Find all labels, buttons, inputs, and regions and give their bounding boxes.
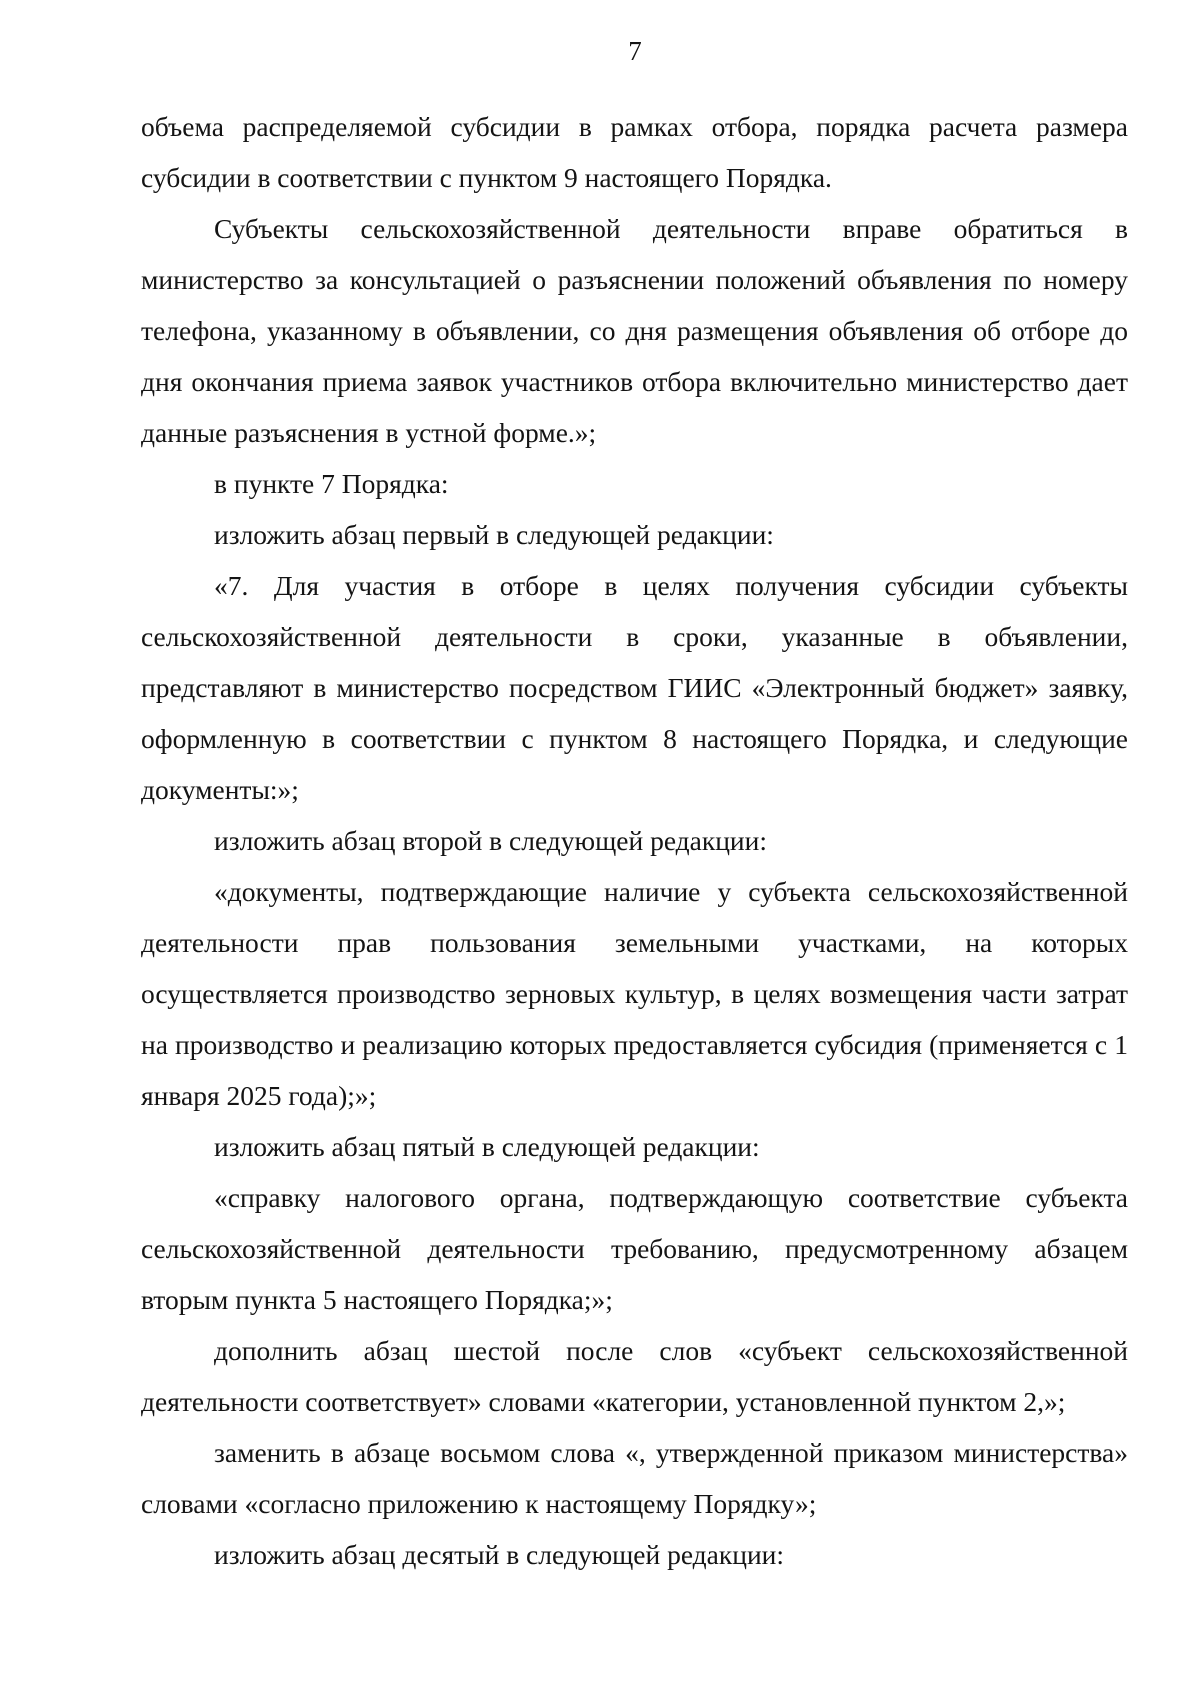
paragraph-8: изложить абзац пятый в следующей редакции: — [214, 1131, 760, 1162]
paragraph-6: изложить абзац второй в следующей редакции: — [214, 825, 768, 856]
paragraph-11: заменить в абзаце восьмом слова «, утвержденной приказом министерства» словами «согласно приложению к настоящему Порядку»; — [141, 1437, 1128, 1519]
paragraph-1: объема распределяемой субсидии в рамках отбора, порядка расчета размера субсидии в соответствии с пунктом 9 настоящего Порядка. — [141, 111, 1128, 193]
paragraph-10: дополнить абзац шестой после слов «субъект сельскохозяйственной деятельности соответствует» словами «категории, установленной пунктом 2,»; — [141, 1335, 1128, 1417]
paragraph-3: в пункте 7 Порядка: — [214, 468, 449, 499]
page-number: 7 — [628, 36, 642, 66]
paragraph-12: изложить абзац десятый в следующей редакции: — [214, 1539, 785, 1570]
paragraph-9: «справку налогового органа, подтверждающую соответствие субъекта сельскохозяйственной деятельности требованию, предусмотренному абзацем вторым пункта 5 настоящего Порядка;»; — [141, 1182, 1128, 1315]
paragraph-7: «документы, подтверждающие наличие у субъекта сельскохозяйственной деятельности прав пользования земельными участками, на которых осуществляется производство зерновых культур, в целях возмещения части затрат на производство и реализацию которых предоставляется субсидия (применяется с 1 января 2025 года);»; — [141, 876, 1128, 1111]
paragraph-4: изложить абзац первый в следующей редакции: — [214, 519, 774, 550]
paragraph-5: «7. Для участия в отборе в целях получения субсидии субъекты сельскохозяйственной деятельности в сроки, указанные в объявлении, представляют в министерство посредством ГИИС «Электронный бюджет» заявку, оформленную в соответствии с пунктом 8 настоящего Порядка, и следующие документы:»; — [141, 570, 1128, 805]
document-body — [141, 101, 1128, 1580]
paragraph-2: Субъекты сельскохозяйственной деятельности вправе обратиться в министерство за консультацией о разъяснении положений объявления по номеру телефона, указанному в объявлении, со дня размещения объявления об отборе до дня окончания приема заявок участников отбора включительно министерство дает данные разъяснения в устной форме.»; — [141, 213, 1128, 448]
